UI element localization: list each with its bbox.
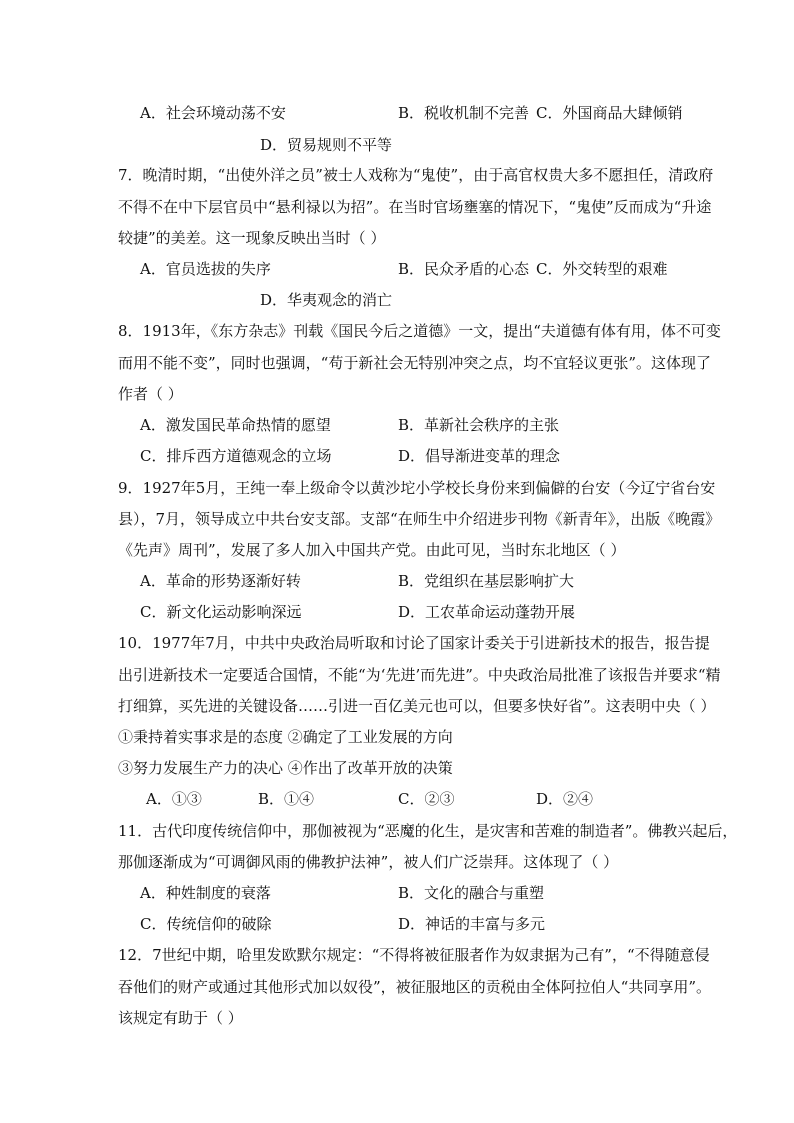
- q11-stem-line-1: 11．古代印度传统信仰中，那伽被视为“恶魔的化生，是灾害和苦难的制造者”。佛教兴起后，: [118, 822, 738, 840]
- q9-option-a: A．革命的形势逐渐好转: [140, 572, 301, 590]
- q8-stem-line-1: 8．1913年，《东方杂志》刊载《国民今后之道德》一文，提出“夫道德有体有用，体不可变: [118, 322, 721, 340]
- q10-stem-line-3: 打细算，买先进的关键设备……引进一百亿美元也可以，但要多快好省”。这表明中央（ ）: [118, 697, 716, 715]
- q6-option-c: C．外国商品大肆倾销: [536, 104, 683, 122]
- q10-item-line-1: ①秉持着实事求是的态度 ②确定了工业发展的方向: [118, 728, 453, 746]
- q9-stem-line-3: 《先声》周刊”，发展了多人加入中国共产党。由此可见，当时东北地区（ ）: [118, 541, 626, 559]
- q8-option-b: B．革新社会秩序的主张: [398, 416, 560, 434]
- q6-option-d: D．贸易规则不平等: [260, 136, 393, 154]
- q10-stem-line-2: 出引进新技术一定要适合国情，不能“为‘先进’而先进”。中央政治局批准了该报告并要求“精: [118, 666, 721, 684]
- q11-option-a: A．种姓制度的衰落: [140, 884, 271, 902]
- q10-option-a: A．①③: [146, 790, 202, 808]
- q11-option-b: B．文化的融合与重塑: [398, 884, 545, 902]
- q12-stem-line-3: 该规定有助于（ ）: [118, 1009, 243, 1027]
- q9-option-c: C．新文化运动影响深远: [140, 603, 302, 621]
- q12-stem-line-2: 吞他们的财产或通过其他形式加以奴役”，被征服地区的贡税由全体阿拉伯人“共同享用”。: [118, 978, 712, 996]
- q8-stem-line-3: 作者（ ）: [118, 385, 183, 403]
- q7-option-c: C．外交转型的艰难: [536, 260, 668, 278]
- q7-stem-line-2: 不得不在中下层官员中“悬利禄以为招”。在当时官场壅塞的情况下，“鬼使”反而成为“升途: [118, 198, 712, 216]
- q10-item-line-2: ③努力发展生产力的决心 ④作出了改革开放的决策: [118, 759, 453, 777]
- q11-stem-line-2: 那伽逐渐成为“可调御风雨的佛教护法神”，被人们广泛崇拜。这体现了（ ）: [118, 853, 619, 871]
- q7-stem-line-3: 较捷”的美差。这一现象反映出当时（ ）: [118, 229, 386, 247]
- q10-stem-line-1: 10．1977年7月，中共中央政治局听取和讨论了国家计委关于引进新技术的报告，报告提: [118, 634, 710, 652]
- q9-stem-line-2: 县），7月，领导成立中共台安支部。支部“在师生中介绍进步刊物《新青年》，出版《晚霞》: [118, 510, 721, 528]
- q10-option-c: C．②③: [398, 790, 455, 808]
- q6-option-b: B．税收机制不完善: [398, 104, 530, 122]
- q11-option-d: D．神话的丰富与多元: [398, 915, 546, 933]
- q8-option-a: A．激发国民革命热情的愿望: [140, 416, 331, 434]
- q10-option-d: D．②④: [536, 790, 594, 808]
- q7-option-a: A．官员选拔的失序: [140, 260, 271, 278]
- q10-option-b: B．①④: [258, 790, 315, 808]
- q9-stem-line-1: 9．1927年5月，王纯一奉上级命令以黄沙坨小学校长身份来到偏僻的台安（今辽宁省台安: [118, 479, 716, 497]
- q9-option-d: D．工农革命运动蓬勃开展: [398, 603, 576, 621]
- q7-option-d: D．华夷观念的消亡: [260, 291, 393, 309]
- q12-stem-line-1: 12．7世纪中期，哈里发欧默尔规定：“不得将被征服者作为奴隶据为己有”，“不得随意侵: [118, 946, 710, 964]
- q8-stem-line-2: 而用不能不变”，同时也强调，“苟于新社会无特别冲突之点，均不宜轻议更张”。这体现了: [118, 354, 712, 372]
- q6-option-a: A．社会环境动荡不安: [140, 104, 286, 122]
- q9-option-b: B．党组织在基层影响扩大: [398, 572, 575, 590]
- q7-option-b: B．民众矛盾的心态: [398, 260, 530, 278]
- q8-option-c: C．排斥西方道德观念的立场: [140, 447, 332, 465]
- q8-option-d: D．倡导渐进变革的理念: [398, 447, 561, 465]
- q7-stem-line-1: 7．晚清时期，“出使外洋之员”被士人戏称为“鬼使”，由于高官权贵大多不愿担任，清政府: [118, 166, 714, 184]
- q11-option-c: C．传统信仰的破除: [140, 915, 272, 933]
